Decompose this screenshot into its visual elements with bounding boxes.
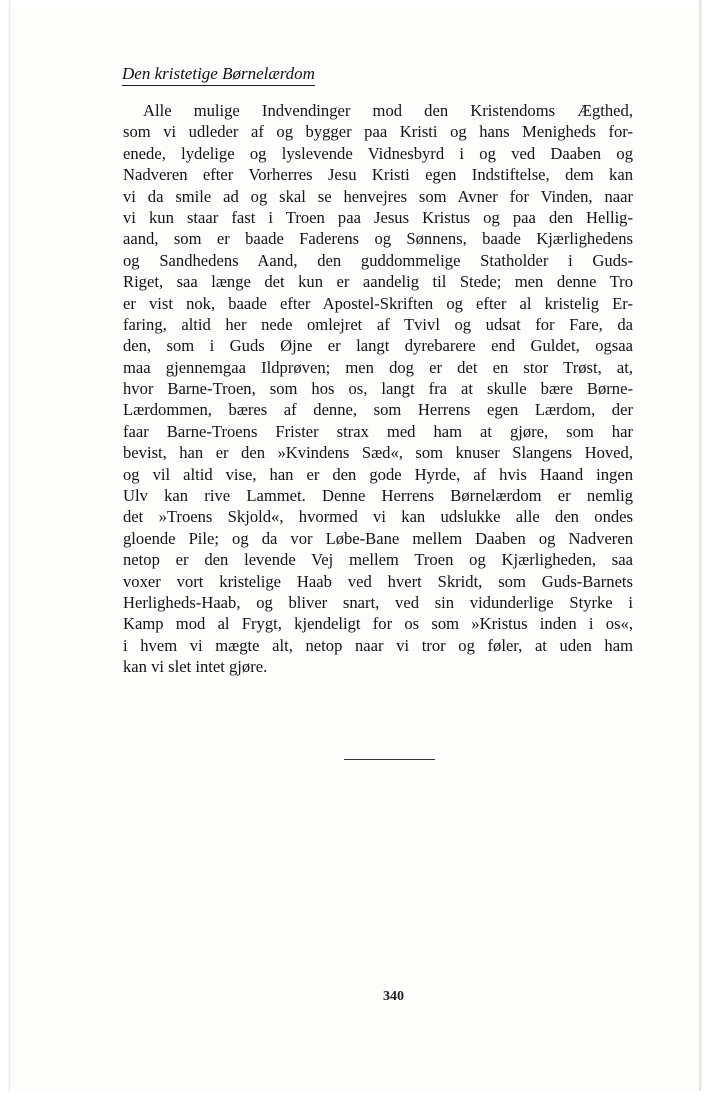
scan-edge-left: [0, 0, 10, 1097]
text-line: maa gjennemgaa Ildprøven; men dog er det en stor Trøst, at,: [123, 357, 633, 377]
section-end-rule: [344, 759, 435, 760]
text-line: Kamp mod al Frygt, kjendeligt for os som »Kristus inden i os«,: [123, 614, 633, 634]
text-line: Alle mulige Indvendinger mod den Kristendoms Ægthed,: [143, 101, 633, 120]
page-number: 340: [383, 989, 404, 1004]
body-paragraph: [123, 100, 633, 678]
text-line: som vi udleder af og bygger paa Kristi og hans Menigheds for-: [123, 122, 633, 142]
text-line: kan vi slet intet gjøre.: [123, 657, 268, 677]
text-line: og vil altid vise, han er den gode Hyrde, af hvis Haand ingen: [123, 464, 633, 484]
text-line: enede, lydelige og lyslevende Vidnesbyrd i og ved Daaben og: [123, 143, 633, 163]
text-line: faring, altid her nede omlejret af Tvivl og udsat for Fare, da: [123, 314, 633, 334]
text-line: den, som i Guds Øjne er langt dyrebarere end Guldet, ogsaa: [123, 336, 633, 356]
text-line: Riget, saa længe det kun er aandelig til Stede; men denne Tro: [123, 272, 633, 292]
text-line: Nadveren efter Vorherres Jesu Kristi egen Indstiftelse, dem kan: [123, 165, 633, 185]
text-line: voxer vort kristelige Haab ved hvert Skridt, som Guds-Barnets: [123, 571, 633, 591]
text-line: bevist, han er den »Kvindens Sæd«, som knuser Slangens Hoved,: [123, 443, 633, 463]
scan-edge-right: [699, 0, 709, 1097]
text-line: Ulv kan rive Lammet. Denne Herrens Børnelærdom er nemlig: [123, 486, 633, 506]
text-line: aand, som er baade Faderens og Sønnens, baade Kjærlighedens: [123, 229, 633, 249]
text-line: og Sandhedens Aand, den guddommelige Statholder i Guds-: [123, 250, 633, 270]
text-line: vi kun staar fast i Troen paa Jesus Kristus og paa den Hellig-: [123, 207, 633, 227]
text-line: det »Troens Skjold«, hvormed vi kan udslukke alle den ondes: [123, 507, 633, 527]
text-line: er vist nok, baade efter Apostel-Skriften og efter al kristelig Er-: [123, 293, 633, 313]
text-line: faar Barne-Troens Frister strax med ham at gjøre, som har: [123, 421, 633, 441]
text-line: i hvem vi mægte alt, netop naar vi tror og føler, at uden ham: [123, 635, 633, 655]
scan-edge-bottom: [0, 1091, 709, 1097]
text-line: Lærdommen, bæres af denne, som Herrens egen Lærdom, der: [123, 400, 633, 420]
text-line: gloende Pile; og da vor Løbe-Bane mellem Daaben og Nadveren: [123, 528, 633, 548]
text-line: Herligheds-Haab, og bliver snart, ved sin vidunderlige Styrke i: [123, 592, 633, 612]
text-line: netop er den levende Vej mellem Troen og Kjærligheden, saa: [123, 550, 633, 570]
scan-edge-top: [0, 0, 709, 8]
running-head: Den kristetige Børnelærdom: [122, 64, 315, 86]
text-line: vi da smile ad og skal se henvejres som Avner for Vinden, naar: [123, 186, 633, 206]
text-line: hvor Barne-Troen, som hos os, langt fra at skulle bære Børne-: [123, 379, 633, 399]
